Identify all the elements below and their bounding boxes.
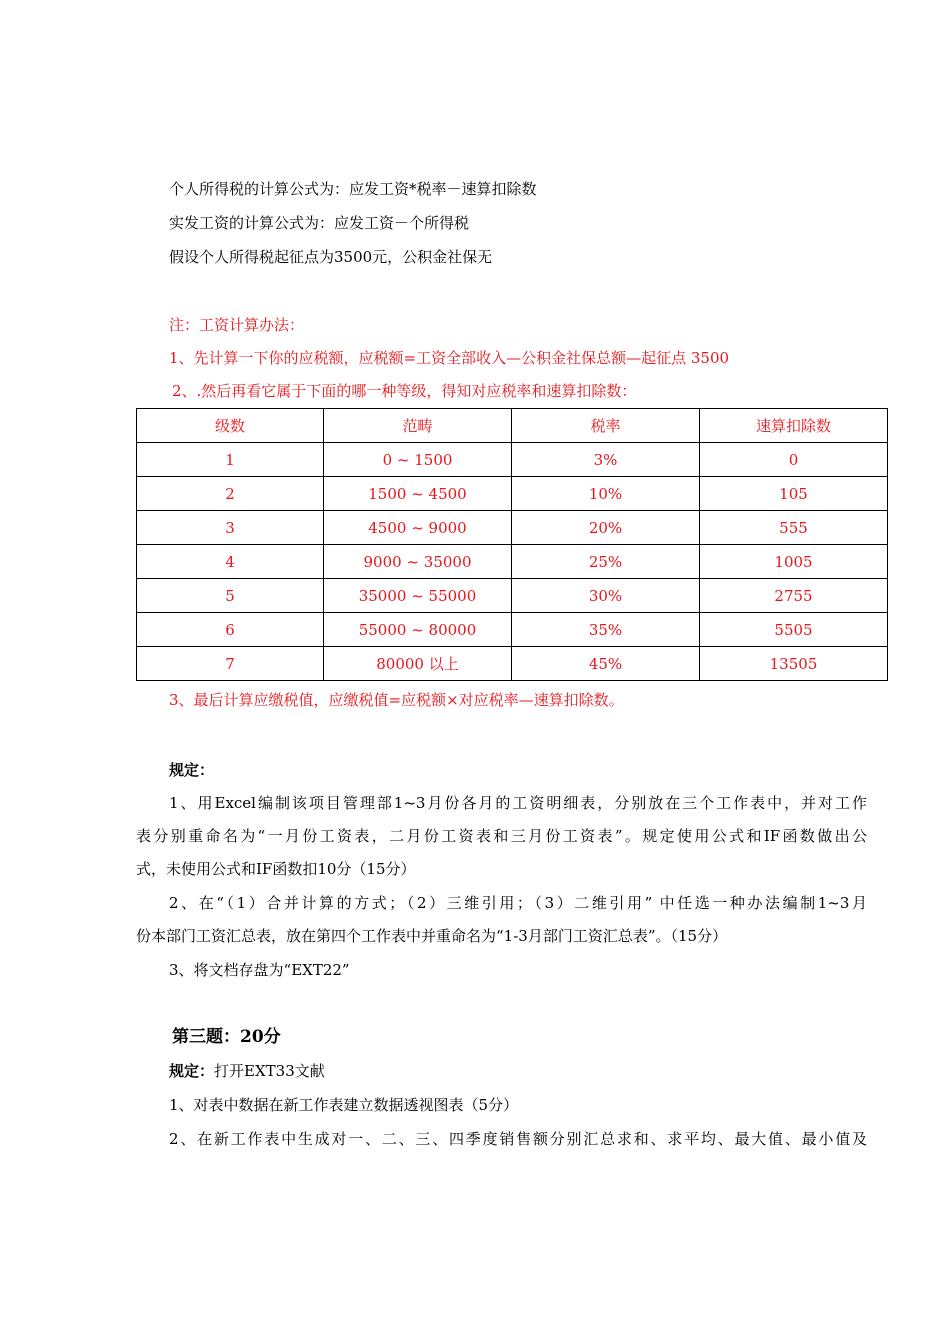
section3-req-label: 规定： xyxy=(169,1062,215,1080)
cell-rate: 30% xyxy=(512,579,700,613)
note-step2: 2、.然后再看它属于下面的哪一种等级，得知对应税率和速算扣除数： xyxy=(172,382,637,400)
rules-item1-line3: 式，未使用公式和IF函数扣10分（15分） xyxy=(136,860,416,878)
cell-deduction: 5505 xyxy=(700,613,888,647)
cell-level: 3 xyxy=(137,511,324,545)
cell-deduction: 1005 xyxy=(700,545,888,579)
header-deduction: 速算扣除数 xyxy=(700,409,888,443)
cell-range: 1500 ~ 4500 xyxy=(324,477,512,511)
cell-deduction: 555 xyxy=(700,511,888,545)
tax-rate-table xyxy=(136,408,888,681)
table-row xyxy=(137,511,888,545)
rules-heading: 规定： xyxy=(169,761,215,779)
section3-requirement xyxy=(169,1060,325,1082)
table-row xyxy=(137,443,888,477)
formula-assumption: 假设个人所得税起征点为3500元，公积金社保无 xyxy=(169,248,493,266)
cell-deduction: 13505 xyxy=(700,647,888,681)
cell-level: 1 xyxy=(137,443,324,477)
table-row xyxy=(137,477,888,511)
table-row xyxy=(137,545,888,579)
cell-deduction: 105 xyxy=(700,477,888,511)
cell-range: 80000 以上 xyxy=(324,647,512,681)
note-title: 注：工资计算办法： xyxy=(169,316,305,334)
cell-deduction: 2755 xyxy=(700,579,888,613)
cell-rate: 3% xyxy=(512,443,700,477)
section3-item2: 2、在新工作表中生成对一、二、三、四季度销售额分别汇总求和、求平均、最大值、最小值及 xyxy=(169,1130,867,1148)
table-header-row xyxy=(137,409,888,443)
rules-item3: 3、将文档存盘为“EXT22” xyxy=(169,961,350,979)
header-range: 范畴 xyxy=(324,409,512,443)
rules-item2-line2: 份本部门工资汇总表，放在第四个工作表中并重命名为“1-3月部门工资汇总表”。（15分） xyxy=(136,927,728,945)
cell-range: 4500 ~ 9000 xyxy=(324,511,512,545)
note-step3: 3、最后计算应缴税值，应缴税值=应税额×对应税率—速算扣除数。 xyxy=(169,691,624,709)
cell-rate: 35% xyxy=(512,613,700,647)
cell-level: 6 xyxy=(137,613,324,647)
cell-level: 7 xyxy=(137,647,324,681)
cell-rate: 45% xyxy=(512,647,700,681)
table-row xyxy=(137,579,888,613)
cell-deduction: 0 xyxy=(700,443,888,477)
cell-range: 35000 ~ 55000 xyxy=(324,579,512,613)
rules-item1-line2: 表分别重命名为“一月份工资表，二月份工资表和三月份工资表”。规定使用公式和IF函数做出公 xyxy=(136,827,867,845)
cell-level: 2 xyxy=(137,477,324,511)
formula-tax: 个人所得税的计算公式为：应发工资*税率－速算扣除数 xyxy=(169,180,537,198)
cell-range: 9000 ~ 35000 xyxy=(324,545,512,579)
header-rate: 税率 xyxy=(512,409,700,443)
cell-level: 5 xyxy=(137,579,324,613)
cell-range: 55000 ~ 80000 xyxy=(324,613,512,647)
formula-net-pay: 实发工资的计算公式为：应发工资－个所得税 xyxy=(169,214,470,232)
cell-rate: 20% xyxy=(512,511,700,545)
rules-item2-line1: 2、在“（1）合并计算的方式；（2）三维引用；（3）二维引用” 中任选一种办法编制1~3月 xyxy=(169,894,867,912)
section3-req-text: 打开EXT33文献 xyxy=(214,1062,325,1080)
table-row xyxy=(137,647,888,681)
note-step1: 1、先计算一下你的应税额，应税额=工资全部收入—公积金社保总额—起征点 3500 xyxy=(169,349,730,367)
section3-title: 第三题：20分 xyxy=(172,1027,281,1047)
rules-item1-line1: 1、用Excel编制该项目管理部1~3月份各月的工资明细表，分别放在三个工作表中，并对工作 xyxy=(169,794,867,812)
cell-rate: 10% xyxy=(512,477,700,511)
cell-range: 0 ~ 1500 xyxy=(324,443,512,477)
cell-rate: 25% xyxy=(512,545,700,579)
cell-level: 4 xyxy=(137,545,324,579)
header-level: 级数 xyxy=(137,409,324,443)
table-row xyxy=(137,613,888,647)
section3-item1: 1、对表中数据在新工作表建立数据透视图表（5分） xyxy=(169,1096,519,1114)
